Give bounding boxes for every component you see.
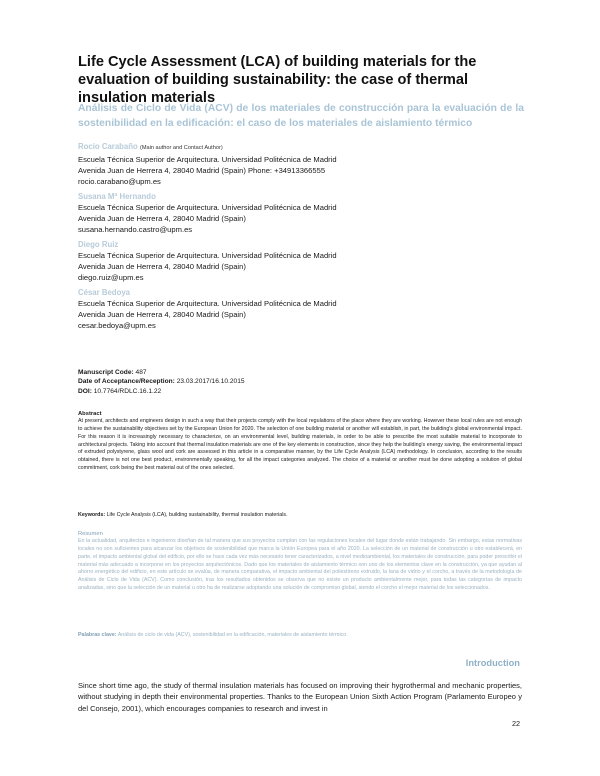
paper-subtitle-spanish: Análisis de Ciclo de Vida (ACV) de los materiales de construcción para la evaluación de la sostenibilidad en la edificación: el caso de los materiales de aislamiento térmico xyxy=(78,103,524,129)
page-number: 22 xyxy=(512,719,521,728)
author-name: Rocío Carabaño (Main author and Contact Author) xyxy=(78,142,223,151)
abstract-heading: Abstract xyxy=(78,411,102,417)
author-block xyxy=(78,287,528,331)
resumen-text: En la actualidad, arquitectos e ingenieros diseñan de tal manera que sus proyectos cumplan con las regulaciones locales del lugar donde están trabajando. Sin embargo, estas normativas locales no son suficientes para alcanzar los objetivos de sostenibilidad que marca la Unión Europea para el año 2020. La selección de un material de construcción u otro establecerá, en parte, el impacto ambiental global del edificio, por ello se hace cada vez más necesario tener caracterizados, a nivel medioambiental, los materiales de construcción, para poder prescribir el material más adecuado a incorporar en los proyectos arquitectónicos. Dado que los materiales de aislamiento térmico son uno de los elementos clave en la construcción, ya que ayudan al ahorro energético del edificio, en este artículo se evalúa, de manera comparativa, el impacto ambiental del poliestireno extruido, la lana de vidrio y el corcho, a través de la metodología de Análisis de Ciclo de Vida (ACV). Como conclusión, tras los resultados obtenidos se observa que no existe un producto ambientalmente mejor, para todas las categorías de impacto analizadas, sino que la selección de un material u otro ha de realizarse adoptando una solución de compromiso global, siendo el corcho el mejor material de los seleccionados. xyxy=(78,538,522,592)
resumen-heading: Resumen xyxy=(78,531,103,537)
author-name: Susana Mª Hernando xyxy=(78,192,156,201)
author-note: (Main author and Contact Author) xyxy=(139,145,223,151)
author-affiliation: Escuela Técnica Superior de Arquitectura. Universidad Politécnica de Madrid xyxy=(78,299,337,308)
doi: DOI: 10.7764/RDLC.16.1.22 xyxy=(78,387,162,395)
author-affiliation: Escuela Técnica Superior de Arquitectura. Universidad Politécnica de Madrid xyxy=(78,251,337,260)
author-list xyxy=(78,141,528,335)
author-address: Avenida Juan de Herrera 4, 28040 Madrid (Spain) Phone: +34913366555 xyxy=(78,166,326,175)
author-email[interactable]: cesar.bedoya@upm.es xyxy=(78,321,156,330)
manuscript-code: Manuscript Code: 487 xyxy=(78,369,147,376)
abstract-text: At present, architects and engineers design in such a way that their projects comply with the local regulations of the place where they are working. However these local rules are not enough to achieve the sustainability objectives set by the European Union for 2020. The selection of one building material or another will establish, in part, the building's global environmental impact. For this reason it is increasingly necessary to characterize, on an environmental level, building materials, in order to be able to prescribe the most suitable material to incorporate to architectural projects. Taking into account that thermal insulation materials are one of the key elements in construction, since they help the building's energy saving, the environmental impact of extruded polystyrene, glass wool and cork are assessed in this article in a comparative manner, by the Life Cycle Analysis (LCA) methodology. In conclusion, according to the results obtained, there is not one best product, environmentally speaking, for all the impact categories analyzed. The choice of a material or another must be done adopting a solution of global commitment, cork being the best material out of the ones selected. xyxy=(78,418,522,472)
author-address: Avenida Juan de Herrera 4, 28040 Madrid (Spain) xyxy=(78,310,246,319)
introduction-heading: Introduction xyxy=(465,658,520,668)
author-name: César Bedoya xyxy=(78,288,131,297)
author-block xyxy=(78,239,528,283)
author-name: Diego Ruiz xyxy=(78,240,119,249)
author-email[interactable]: rocio.carabano@upm.es xyxy=(78,177,161,186)
paper-title: Life Cycle Assessment (LCA) of building materials for the evaluation of building sustainability: the case of thermal insulation materials xyxy=(78,54,477,106)
author-block xyxy=(78,191,528,235)
acceptance-date: Date of Acceptance/Reception: 23.03.2017/16.10.2015 xyxy=(78,378,245,386)
palabras-clave: Palabras clave: Análisis de ciclo de vida (ACV), sostenibilidad en la edificación, materiales de aislamiento térmico. xyxy=(78,632,348,638)
author-affiliation: Escuela Técnica Superior de Arquitectura. Universidad Politécnica de Madrid xyxy=(78,203,337,212)
manuscript-metadata xyxy=(78,368,245,396)
author-affiliation: Escuela Técnica Superior de Arquitectura. Universidad Politécnica de Madrid xyxy=(78,155,337,164)
keywords: Keywords: Life Cycle Analysis (LCA), building sustainability, thermal insulation materials. xyxy=(78,512,288,518)
author-email[interactable]: diego.ruiz@upm.es xyxy=(78,273,144,282)
introduction-text: Since short time ago, the study of thermal insulation materials has focused on improving their hygrothermal and mechanic properties, without studying in depth their environmental properties. Thanks to the European Union Sixth Action Program (Parlamento Europeo y del Consejo, 2001), which encourages companies to research and invest in xyxy=(78,681,522,713)
author-address: Avenida Juan de Herrera 4, 28040 Madrid (Spain) xyxy=(78,214,246,223)
author-block xyxy=(78,141,528,187)
author-address: Avenida Juan de Herrera 4, 28040 Madrid (Spain) xyxy=(78,262,246,271)
author-email[interactable]: susana.hernando.castro@upm.es xyxy=(78,225,193,234)
